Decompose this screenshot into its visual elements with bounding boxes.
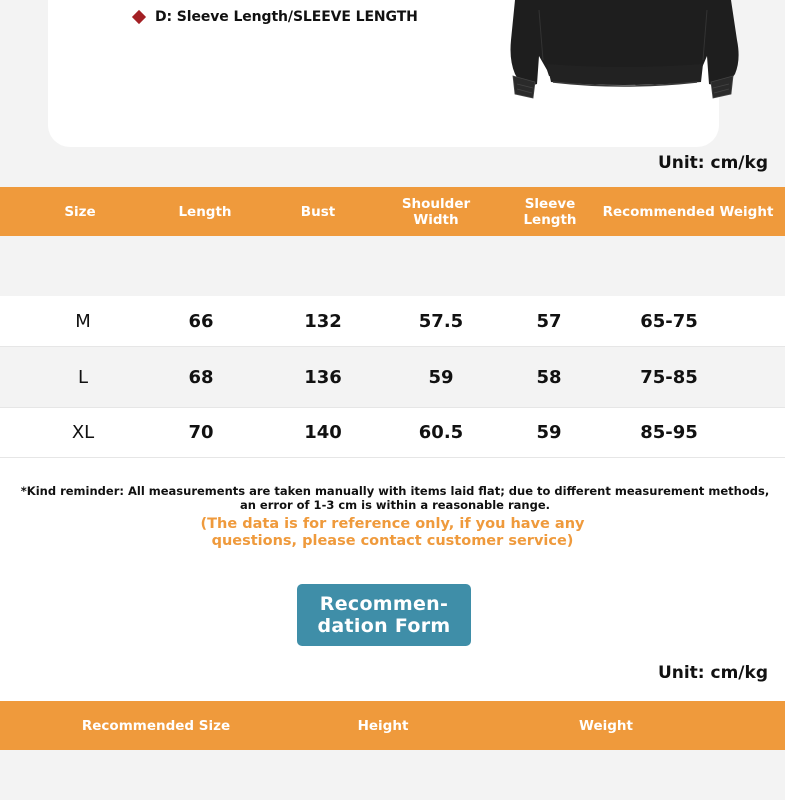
unit-label-2: Unit: cm/kg [657,663,768,683]
header-length: Length [178,203,232,220]
cell-sleeve-length: 59 [536,422,562,443]
table-spacer [0,236,785,296]
cell-bust: 132 [304,310,342,332]
cell-recommended-weight: 85-95 [640,422,698,443]
header-bust: Bust [300,203,336,220]
header-sleeve-length: Sleeve Length [523,195,577,228]
cell-length: 66 [188,310,214,332]
cell-recommended-weight: 65-75 [640,310,698,332]
cell-size: M [75,310,91,332]
recommendation-table-header [0,701,785,750]
legend-label: D: Sleeve Length/SLEEVE LENGTH [155,9,418,25]
table-row [0,347,785,408]
diamond-bullet-icon [132,10,146,24]
legend-item-sleeve-length [134,9,418,25]
cell-size: XL [71,422,95,443]
cell-bust: 140 [304,422,342,443]
cell-length: 70 [188,422,214,443]
measurement-reminder: *Kind reminder: All measurements are taken manually with items laid flat; due to different measurement methods, an error of 1-3 cm is within a reasonable range. [20,484,770,512]
header-size: Size [64,203,96,220]
recommendation-table-body [0,750,785,800]
measurement-diagram-card [48,0,719,147]
cell-shoulder-width: 59 [428,366,454,388]
cell-sleeve-length: 57 [536,310,562,332]
reference-note: (The data is for reference only, if you have any questions, please contact customer service) [200,516,585,549]
recommendation-form-button[interactable]: Recommen- dation Form [297,584,471,646]
cell-shoulder-width: 57.5 [418,310,464,332]
header-weight: Weight [579,717,633,734]
cell-sleeve-length: 58 [536,366,562,388]
cell-size: L [77,366,89,388]
cell-length: 68 [188,366,214,388]
table-row [0,408,785,458]
unit-label: Unit: cm/kg [657,153,768,173]
size-table-header [0,187,785,236]
header-shoulder-width: Shoulder Width [401,195,471,228]
cell-bust: 136 [304,366,342,388]
table-row [0,296,785,347]
cell-shoulder-width: 60.5 [418,422,464,443]
header-recommended-size: Recommended Size [81,717,231,734]
sweatshirt-illustration [503,0,743,104]
header-recommended-weight: Recommended Weight [602,203,774,220]
header-height: Height [357,717,409,734]
cell-recommended-weight: 75-85 [640,366,698,388]
